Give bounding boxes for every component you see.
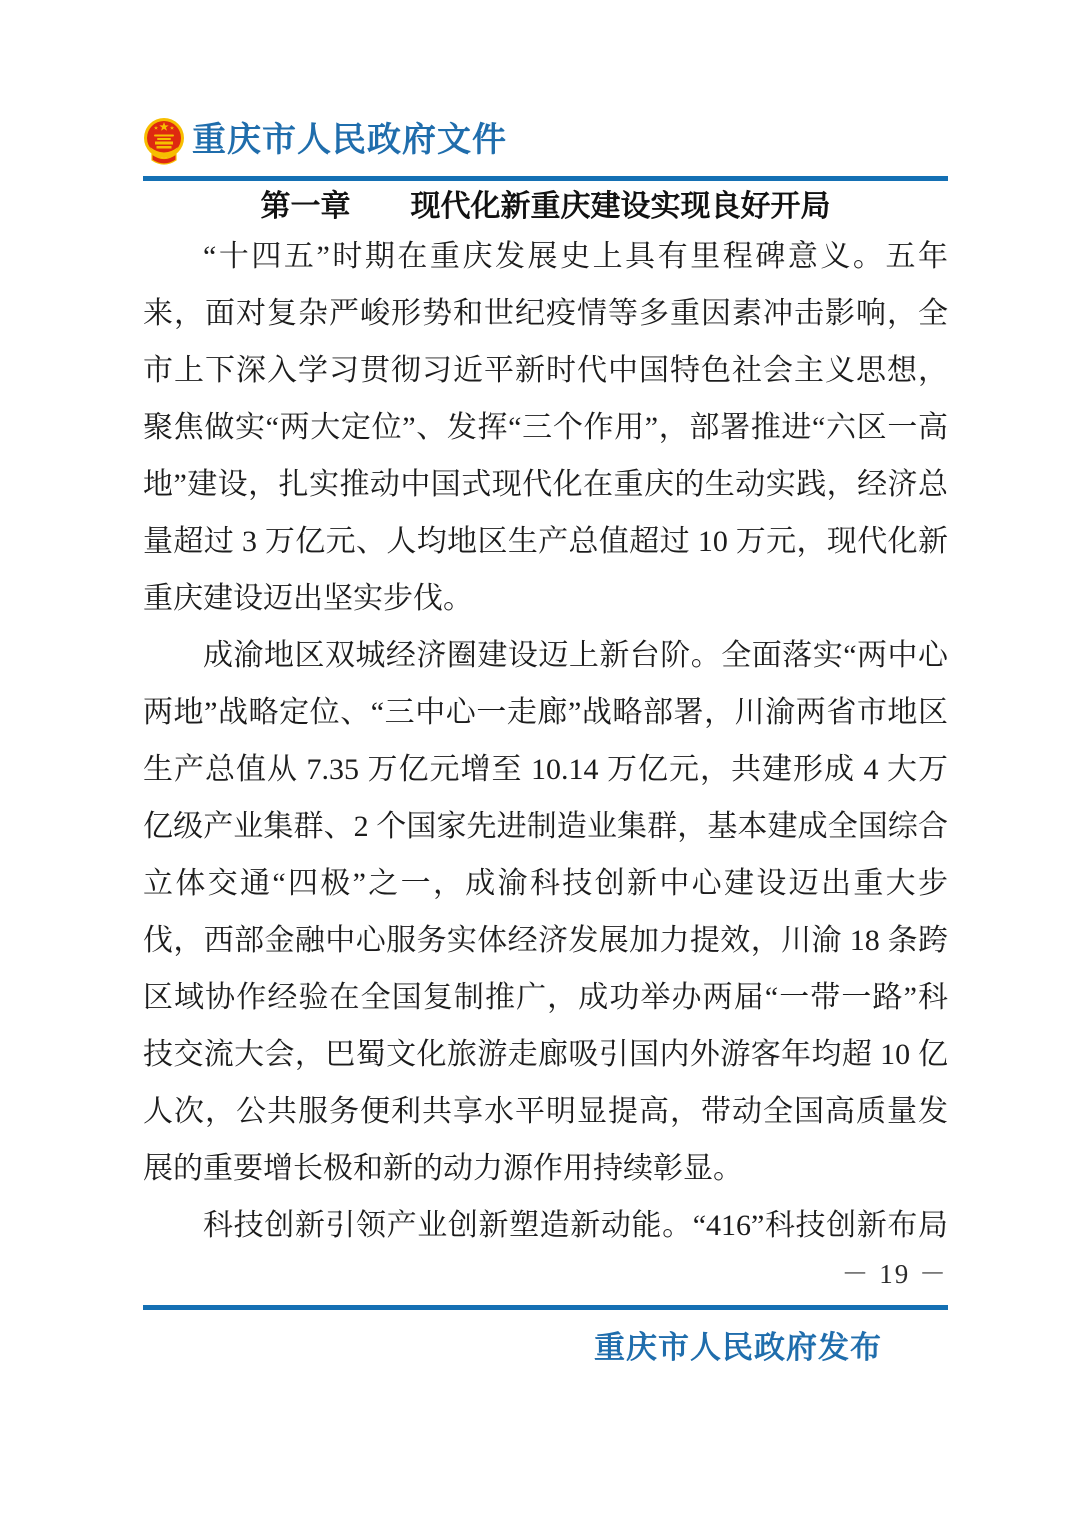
- publisher-label: 重庆市人民政府发布: [594, 1330, 882, 1365]
- chapter-title: 第一章 现代化新重庆建设实现良好开局: [260, 190, 831, 223]
- body-paragraph: 成渝地区双城经济圈建设迈上新台阶。全面落实“两中心两地”战略定位、“三中心一走廊”战略部署，川渝两省市地区生产总值从 7.35 万亿元增至 10.14 万亿元，共建形成 4 大万亿级产业集群、2 个国家先进制造业集群，基本建成全国综合立体交通“四极”之一，成渝科技创新中心建设迈出重大步伐，西部金融中心服务实体经济发展加力提效，川渝 18 条跨区域协作经验在全国复制推广，成功举办两届“一带一路”科技交流大会，巴蜀文化旅游走廊吸引国内外游客年均超 10 亿人次，公共服务便利共享水平明显提高，带动全国高质量发展的重要增长极和新的动力源作用持续彰显。: [143, 639, 948, 1185]
- national-emblem-icon: [143, 116, 185, 166]
- footer-divider: [143, 1305, 948, 1310]
- document-header-title: 重庆市人民政府文件: [192, 122, 507, 159]
- document-header: [143, 116, 507, 166]
- page-content: [143, 0, 948, 1520]
- header-divider: [143, 176, 948, 181]
- body-paragraph: “十四五”时期在重庆发展史上具有里程碑意义。五年来，面对复杂严峻形势和世纪疫情等多重因素冲击影响，全市上下深入学习贯彻习近平新时代中国特色社会主义思想，聚焦做实“两大定位”、发挥“三个作用”，部署推进“六区一高地”建设，扎实推动中国式现代化在重庆的生动实践，经济总量超过 3 万亿元、人均地区生产总值超过 10 万元，现代化新重庆建设迈出坚实步伐。: [143, 240, 948, 615]
- page-number: － 19 －: [841, 1259, 948, 1289]
- body-text-block: [143, 228, 948, 1254]
- body-paragraph: 科技创新引领产业创新塑造新动能。“416”科技创新布局: [203, 1209, 948, 1242]
